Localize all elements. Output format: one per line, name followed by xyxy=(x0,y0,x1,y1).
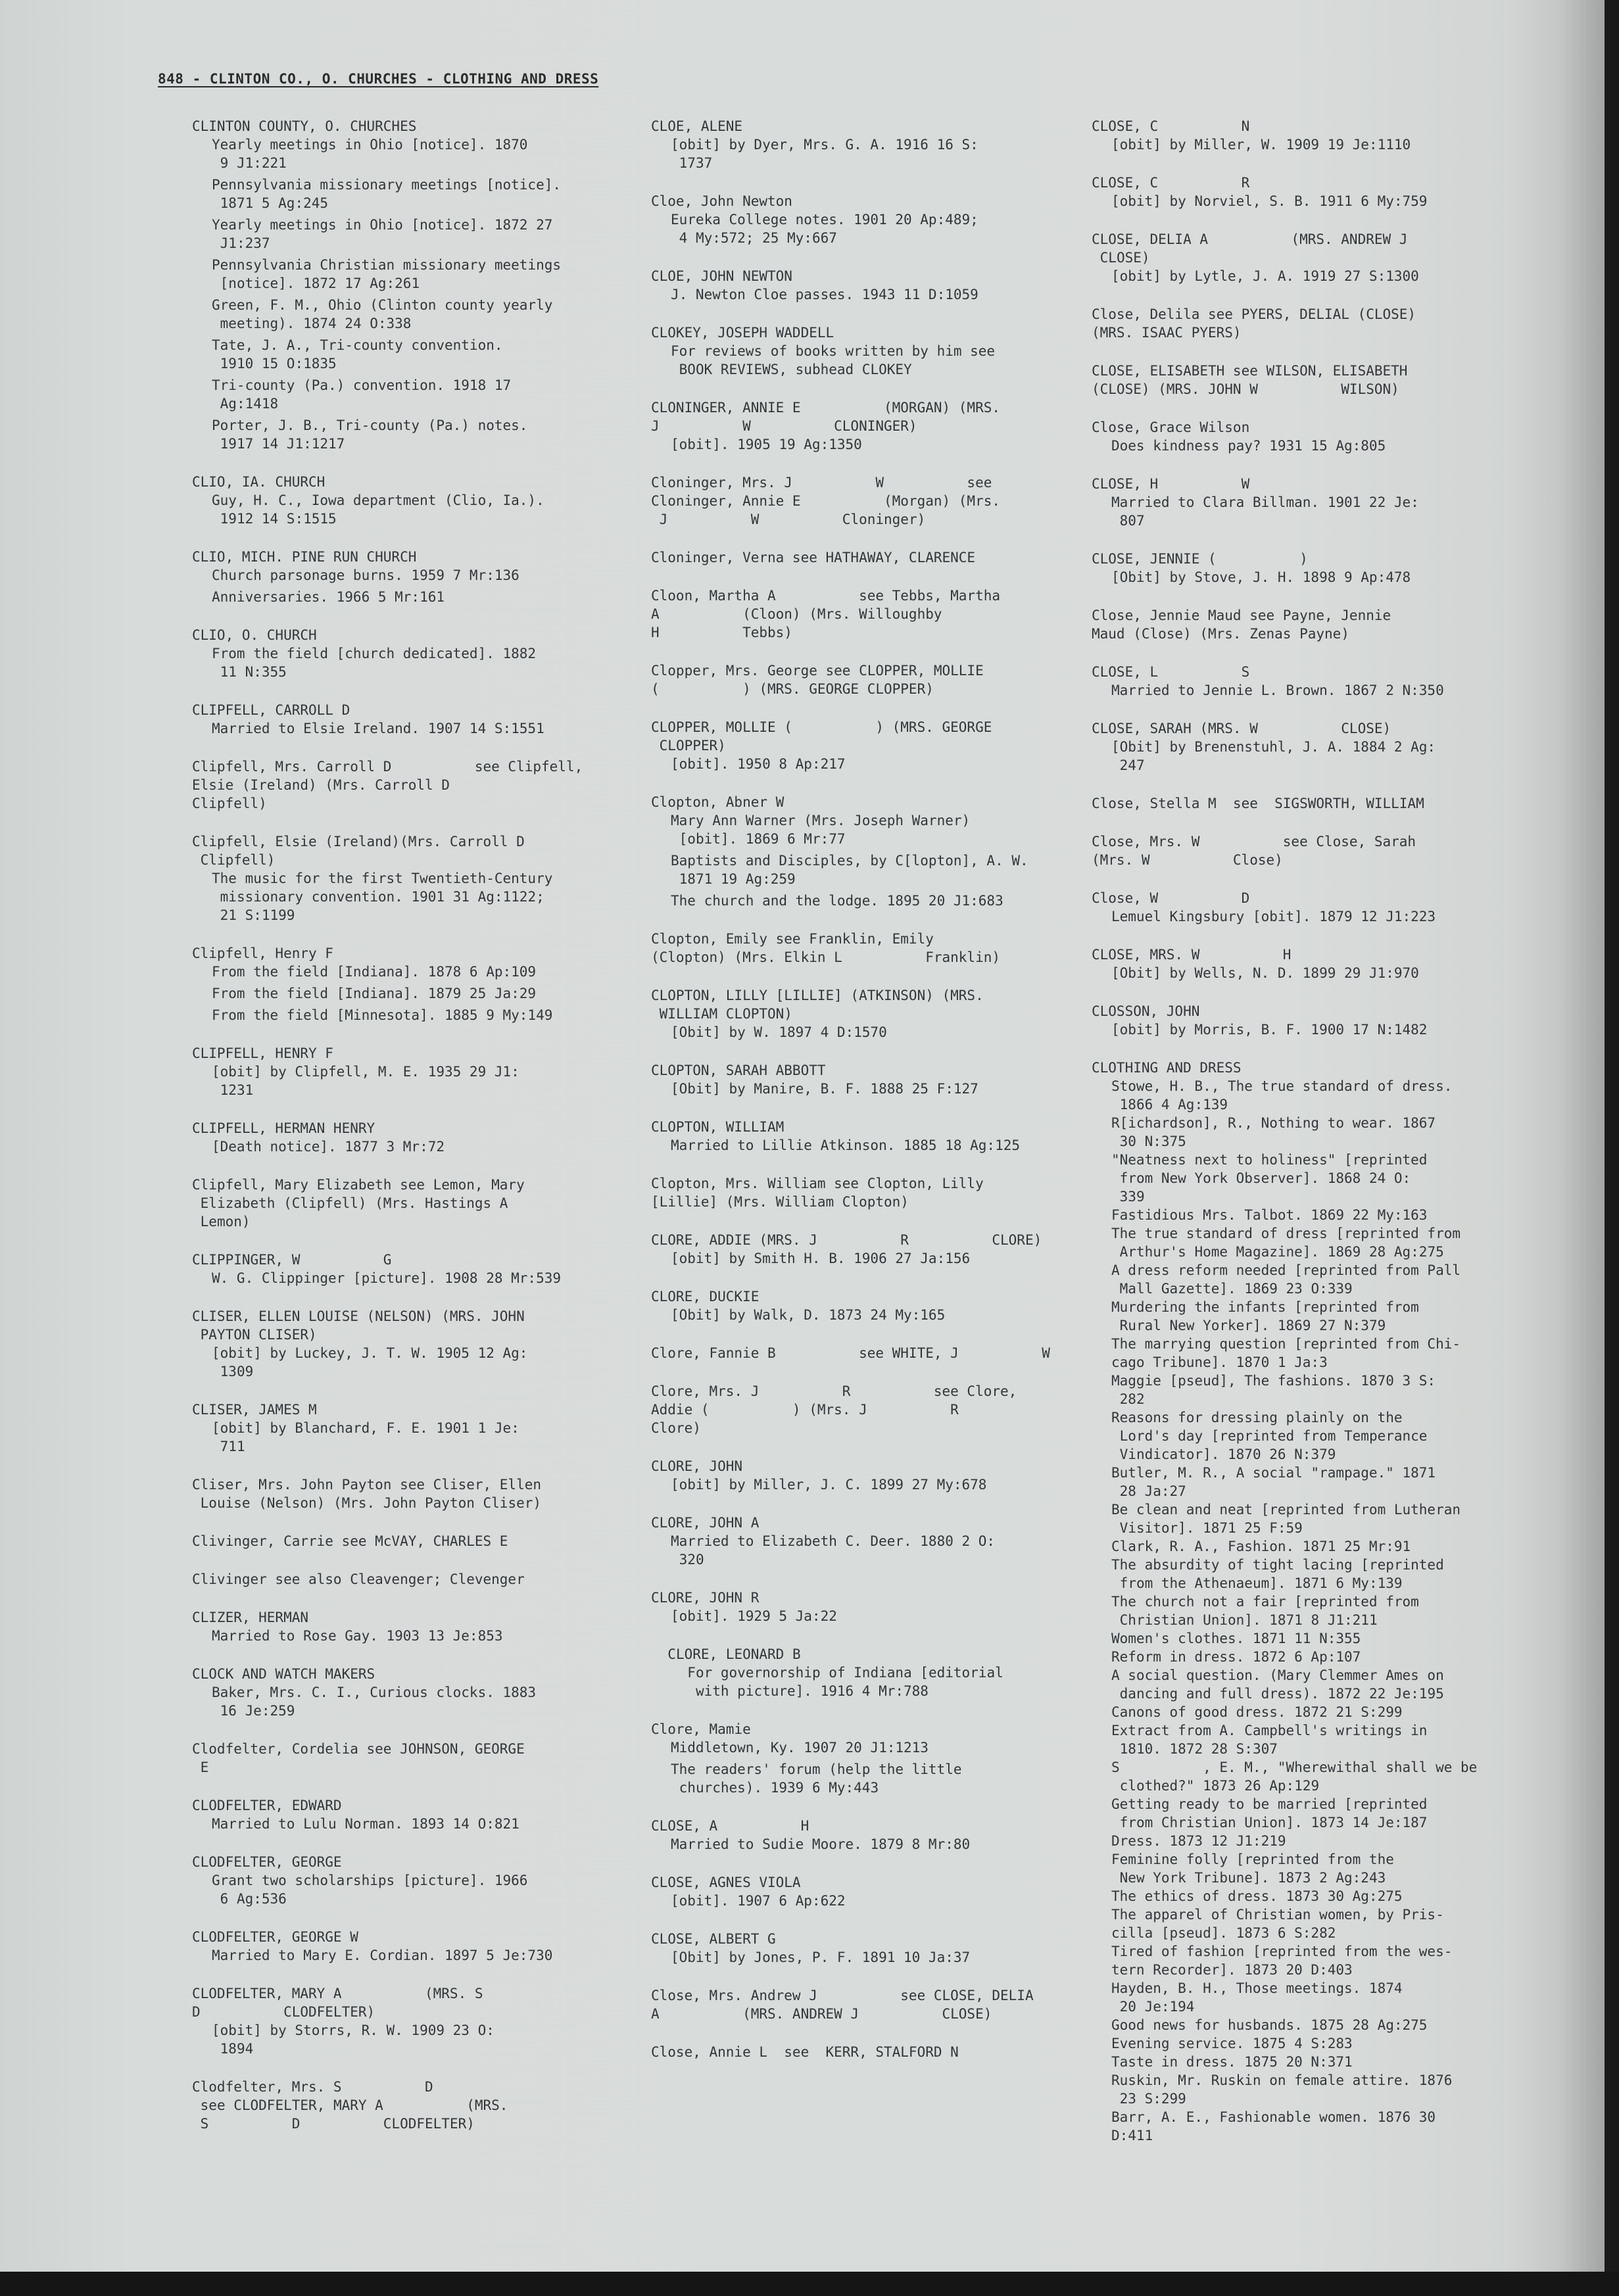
index-entry xyxy=(651,718,1098,773)
entry-citation: Yearly meetings in Ohio [notice]. 1872 27 J1:237 xyxy=(212,217,553,251)
index-entry xyxy=(192,1740,626,1777)
entry-heading: CLOSE, C R xyxy=(1092,175,1250,191)
entry-citation: [Obit] by W. 1897 4 D:1570 xyxy=(671,1024,887,1040)
index-entry xyxy=(1092,832,1526,869)
entry-citation: R[ichardson], R., Nothing to wear. 1867 30 N:375 xyxy=(1111,1115,1436,1149)
index-entry xyxy=(192,1984,626,2058)
entry-heading: CLORE, ADDIE (MRS. J R CLORE) xyxy=(651,1232,1042,1248)
entry-citation: Lemuel Kingsbury [obit]. 1879 12 J1:223 xyxy=(1111,909,1436,924)
entry-citation: Grant two scholarships [picture]. 1966 6 Ag:536 xyxy=(212,1873,528,1907)
index-entry xyxy=(651,117,1098,172)
entry-heading: CLONINGER, ANNIE E (MORGAN) (MRS. J W CLONINGER) xyxy=(651,400,1001,434)
index-entry xyxy=(192,1176,626,1231)
entry-citation: Getting ready to be married [reprinted from Christian Union]. 1873 14 Je:187 xyxy=(1111,1796,1428,1830)
entry-citation: Stowe, H. B., The true standard of dress. 1866 4 Ag:139 xyxy=(1111,1078,1453,1112)
entry-citation: Fastidious Mrs. Talbot. 1869 22 My:163 xyxy=(1111,1207,1428,1223)
index-entry xyxy=(192,701,626,738)
entry-citation: Pennsylvania missionary meetings [notice]. 1871 5 Ag:245 xyxy=(212,177,562,211)
entry-citation: [obit] by Clipfell, M. E. 1935 29 J1: 1231 xyxy=(212,1064,520,1098)
index-entry xyxy=(651,1344,1098,1362)
entry-citation: Tired of fashion [reprinted from the wes- tern Recorder]. 1873 20 D:403 xyxy=(1111,1944,1453,1978)
entry-citation: Maggie [pseud], The fashions. 1870 3 S: 282 xyxy=(1111,1373,1436,1407)
index-entry xyxy=(1092,305,1526,342)
entry-heading: Clipfell, Elsie (Ireland)(Mrs. Carroll D Clipfell) xyxy=(192,834,525,868)
page-header: 848 - CLINTON CO., O. CHURCHES - CLOTHING AND DRESS xyxy=(158,71,599,87)
entry-heading: CLIPFELL, HERMAN HENRY xyxy=(192,1120,375,1136)
index-entry xyxy=(651,1817,1098,1854)
entry-heading: CLORE, JOHN R xyxy=(651,1590,760,1606)
entry-citation: [obit] by Storrs, R. W. 1909 23 O: 1894 xyxy=(212,2022,495,2057)
entry-heading: CLODFELTER, GEORGE W xyxy=(192,1929,358,1945)
entry-citation: [obit]. 1929 5 Ja:22 xyxy=(671,1608,837,1624)
index-entry xyxy=(1092,1002,1526,1039)
entry-citation: Married to Mary E. Cordian. 1897 5 Je:730 xyxy=(212,1948,553,1963)
entry-citation: Church parsonage burns. 1959 7 Mr:136 xyxy=(212,567,520,583)
index-entry xyxy=(651,930,1098,967)
entry-citation: A social question. (Mary Clemmer Ames on dancing and full dress). 1872 22 Je:195 xyxy=(1111,1667,1444,1702)
index-entry xyxy=(651,586,1098,642)
entry-citation: [obit]. 1950 8 Ap:217 xyxy=(671,756,846,772)
index-entry xyxy=(192,944,626,1024)
entry-heading: Clore, Mamie xyxy=(651,1721,751,1737)
entry-citation: Women's clothes. 1871 11 N:355 xyxy=(1111,1631,1361,1646)
entry-citation: [Obit] by Stove, J. H. 1898 9 Ap:478 xyxy=(1111,569,1411,585)
entry-heading: CLOSE, ALBERT G xyxy=(651,1931,776,1947)
entry-heading: CLOSE, JENNIE ( ) xyxy=(1092,551,1308,567)
entry-heading: CLOE, ALENE xyxy=(651,118,743,134)
entry-citation: [Death notice]. 1877 3 Mr:72 xyxy=(212,1139,445,1155)
entry-heading: Close, Mrs. Andrew J see CLOSE, DELIA A (MRS. ANDREW J CLOSE) xyxy=(651,1988,1034,2022)
entry-citation: Green, F. M., Ohio (Clinton county yearly meeting). 1874 24 O:338 xyxy=(212,297,553,331)
index-entry xyxy=(1092,719,1526,775)
entry-citation: [Obit] by Brenenstuhl, J. A. 1884 2 Ag: 247 xyxy=(1111,739,1436,773)
index-entry xyxy=(1092,663,1526,700)
entry-heading: Cloninger, Mrs. J W see Cloninger, Annie E (Morgan) (Mrs. J W Cloninger) xyxy=(651,475,1001,527)
entry-heading: CLOE, JOHN NEWTON xyxy=(651,268,792,284)
entry-heading: Close, Annie L see KERR, STALFORD N xyxy=(651,2044,959,2060)
entry-citation: [obit] by Miller, W. 1909 19 Je:1110 xyxy=(1111,137,1411,153)
index-entry xyxy=(651,398,1098,454)
entry-citation: From the field [church dedicated]. 1882 11 N:355 xyxy=(212,646,537,680)
entry-heading: CLORE, LEONARD B xyxy=(651,1646,801,1662)
entry-citation: Baptists and Disciples, by C[lopton], A. W. 1871 19 Ag:259 xyxy=(671,853,1028,887)
entry-heading: Clopton, Abner W xyxy=(651,794,785,810)
index-entry xyxy=(1092,945,1526,982)
entry-citation: Does kindness pay? 1931 15 Ag:805 xyxy=(1111,438,1386,454)
entry-heading: Clodfelter, Cordelia see JOHNSON, GEORGE E xyxy=(192,1741,525,1775)
entry-citation: Feminine folly [reprinted from the New York Tribune]. 1873 2 Ag:243 xyxy=(1111,1852,1394,1886)
index-entry xyxy=(192,117,626,453)
entry-citation: The true standard of dress [reprinted from Arthur's Home Magazine]. 1869 28 Ag:275 xyxy=(1111,1226,1461,1260)
index-entry xyxy=(1092,889,1526,926)
entry-citation: Tri-county (Pa.) convention. 1918 17 Ag:1418 xyxy=(212,377,512,412)
entry-citation: The church and the lodge. 1895 20 J1:683 xyxy=(671,893,1003,909)
index-entry xyxy=(192,473,626,528)
entry-heading: Cloon, Martha A see Tebbs, Martha A (Cloon) (Mrs. Willoughby H Tebbs) xyxy=(651,588,1001,640)
entry-citation: [Obit] by Wells, N. D. 1899 29 J1:970 xyxy=(1111,965,1419,981)
index-entry xyxy=(651,1720,1098,1797)
entry-citation: [obit] by Dyer, Mrs. G. A. 1916 16 S: 1737 xyxy=(671,137,979,171)
entry-heading: Clopton, Emily see Franklin, Emily (Clopton) (Mrs. Elkin L Franklin) xyxy=(651,931,1001,965)
entry-heading: CLORE, DUCKIE xyxy=(651,1289,760,1304)
entry-citation: [Obit] by Walk, D. 1873 24 My:165 xyxy=(671,1307,946,1323)
entry-heading: CLOSE, AGNES VIOLA xyxy=(651,1875,801,1890)
index-entry xyxy=(1092,606,1526,643)
entry-heading: CLODFELTER, MARY A (MRS. S D CLODFELTER) xyxy=(192,1986,483,2020)
entry-citation: Canons of good dress. 1872 21 S:299 xyxy=(1111,1704,1403,1720)
entry-heading: CLOCK AND WATCH MAKERS xyxy=(192,1666,375,1682)
entry-heading: Clodfelter, Mrs. S D see CLODFELTER, MARY A (MRS. S D CLODFELTER) xyxy=(192,2079,508,2132)
entry-citation: Married to Lillie Atkinson. 1885 18 Ag:125 xyxy=(671,1137,1021,1153)
index-entry xyxy=(651,1645,1098,1700)
entry-heading: Clore, Mrs. J R see Clore, Addie ( ) (Mrs. J R Clore) xyxy=(651,1383,1017,1436)
index-entry xyxy=(192,2078,626,2133)
index-entry xyxy=(651,1514,1098,1569)
entry-citation: Baker, Mrs. C. I., Curious clocks. 1883 16 Je:259 xyxy=(212,1685,537,1719)
index-entry xyxy=(1092,550,1526,586)
index-entry xyxy=(192,1044,626,1099)
entry-heading: Close, Jennie Maud see Payne, Jennie Maud (Close) (Mrs. Zenas Payne) xyxy=(1092,608,1391,642)
entry-citation: The ethics of dress. 1873 30 Ag:275 xyxy=(1111,1888,1403,1904)
entry-citation: Murdering the infants [reprinted from Rural New Yorker]. 1869 27 N:379 xyxy=(1111,1299,1419,1333)
index-entry xyxy=(651,1986,1098,2023)
entry-citation: Clark, R. A., Fashion. 1871 25 Mr:91 xyxy=(1111,1539,1411,1554)
entry-heading: CLIPFELL, CARROLL D xyxy=(192,702,350,718)
index-entry xyxy=(192,1119,626,1156)
entry-heading: Cloe, John Newton xyxy=(651,193,792,209)
entry-heading: Clopper, Mrs. George see CLOPPER, MOLLIE ( ) (MRS. GEORGE CLOPPER) xyxy=(651,663,984,697)
entry-heading: CLOPPER, MOLLIE ( ) (MRS. GEORGE CLOPPER) xyxy=(651,719,992,753)
entry-citation: Married to Elizabeth C. Deer. 1880 2 O: 320 xyxy=(671,1533,996,1567)
entry-heading: CLOPTON, LILLY [LILLIE] (ATKINSON) (MRS. WILLIAM CLOPTON) xyxy=(651,988,984,1022)
entry-citation: [obit] by Morris, B. F. 1900 17 N:1482 xyxy=(1111,1022,1428,1038)
entry-citation: For reviews of books written by him see BOOK REVIEWS, subhead CLOKEY xyxy=(671,343,996,377)
entry-heading: CLIO, MICH. PINE RUN CHURCH xyxy=(192,549,417,565)
index-entry xyxy=(651,1457,1098,1494)
entry-heading: Close, Grace Wilson xyxy=(1092,419,1250,435)
entry-citation: Married to Elsie Ireland. 1907 14 S:1551 xyxy=(212,721,544,736)
entry-citation: The marrying question [reprinted from Chi- cago Tribune]. 1870 1 Ja:3 xyxy=(1111,1336,1461,1370)
entry-heading: CLOSE, L S xyxy=(1092,664,1250,680)
index-entry xyxy=(1092,117,1526,154)
index-entry xyxy=(1092,174,1526,210)
index-entry xyxy=(651,1174,1098,1211)
entry-citation: Reform in dress. 1872 6 Ap:107 xyxy=(1111,1649,1361,1665)
index-entry xyxy=(192,757,626,813)
entry-citation: Married to Clara Billman. 1901 22 Je: 807 xyxy=(1111,494,1419,529)
entry-citation: [obit] by Luckey, J. T. W. 1905 12 Ag: 1309 xyxy=(212,1345,528,1379)
entry-citation: The music for the first Twentieth-Century missionary convention. 1901 31 Ag:1122; 21 S:1199 xyxy=(212,871,553,923)
scan-bottom-edge xyxy=(0,2272,1619,2296)
index-entry xyxy=(651,1873,1098,1910)
entry-citation: The apparel of Christian women, by Pris- cilla [pseud]. 1873 6 S:282 xyxy=(1111,1907,1444,1941)
entry-heading: CLOPTON, WILLIAM xyxy=(651,1119,785,1135)
entry-heading: CLOSSON, JOHN xyxy=(1092,1003,1200,1019)
entry-citation: Married to Lulu Norman. 1893 14 O:821 xyxy=(212,1816,520,1832)
entry-citation: Hayden, B. H., Those meetings. 1874 20 Je:194 xyxy=(1111,1980,1403,2015)
entry-heading: Cliser, Mrs. John Payton see Cliser, Ellen Louise (Nelson) (Mrs. John Payton Cliser) xyxy=(192,1477,542,1511)
entry-citation: Extract from A. Campbell's writings in 1810. 1872 28 S:307 xyxy=(1111,1723,1428,1757)
entry-citation: S , E. M., "Wherewithal shall we be clothed?" 1873 26 Ap:129 xyxy=(1111,1759,1478,1794)
index-entry xyxy=(651,548,1098,567)
entry-heading: CLODFELTER, EDWARD xyxy=(192,1798,342,1813)
entry-heading: Clipfell, Mary Elizabeth see Lemon, Mary Elizabeth (Clipfell) (Mrs. Hastings A Lemon) xyxy=(192,1177,525,1230)
entry-heading: CLISER, ELLEN LOUISE (NELSON) (MRS. JOHN PAYTON CLISER) xyxy=(192,1308,525,1343)
entry-heading: CLISER, JAMES M xyxy=(192,1402,317,1418)
entry-heading: Clipfell, Mrs. Carroll D see Clipfell, Elsie (Ireland) (Mrs. Carroll D Clipfell) xyxy=(192,759,583,811)
entry-heading: CLORE, JOHN A xyxy=(651,1515,760,1531)
entry-citation: Guy, H. C., Iowa department (Clio, Ia.). 1912 14 S:1515 xyxy=(212,492,544,527)
index-entry xyxy=(192,626,626,681)
entry-citation: [obit]. 1907 6 Ap:622 xyxy=(671,1893,846,1909)
entry-citation: From the field [Minnesota]. 1885 9 My:149 xyxy=(212,1007,553,1023)
entry-citation: From the field [Indiana]. 1879 25 Ja:29 xyxy=(212,986,537,1001)
index-entry xyxy=(192,1475,626,1512)
entry-citation: [Obit] by Manire, B. F. 1888 25 F:127 xyxy=(671,1081,979,1097)
index-entry xyxy=(651,323,1098,379)
entry-citation: Taste in dress. 1875 20 N:371 xyxy=(1111,2054,1353,2070)
entry-heading: CLIPPINGER, W G xyxy=(192,1252,392,1268)
index-column-3 xyxy=(1092,117,1526,2164)
index-entry xyxy=(651,1382,1098,1437)
entry-citation: Ruskin, Mr. Ruskin on female attire. 1876 23 S:299 xyxy=(1111,2072,1453,2107)
index-entry xyxy=(651,267,1098,304)
entry-heading: CLOSE, H W xyxy=(1092,476,1250,492)
entry-heading: Close, W D xyxy=(1092,890,1250,906)
entry-citation: [obit]. 1905 19 Ag:1350 xyxy=(671,437,862,452)
index-entry xyxy=(651,192,1098,247)
index-column-2 xyxy=(651,117,1098,2081)
entry-heading: CLOKEY, JOSEPH WADDELL xyxy=(651,325,834,341)
index-entry xyxy=(1092,230,1526,285)
index-entry xyxy=(1092,475,1526,530)
entry-heading: CLOTHING AND DRESS xyxy=(1092,1060,1242,1076)
index-entry xyxy=(192,1608,626,1645)
entry-heading: CLOSE, ELISABETH see WILSON, ELISABETH (CLOSE) (MRS. JOHN W WILSON) xyxy=(1092,363,1408,397)
entry-heading: Clopton, Mrs. William see Clopton, Lilly [Lillie] (Mrs. William Clopton) xyxy=(651,1176,984,1210)
entry-heading: CLOSE, MRS. W H xyxy=(1092,947,1292,963)
index-entry xyxy=(192,1570,626,1589)
index-entry xyxy=(192,1665,626,1720)
entry-citation: Yearly meetings in Ohio [notice]. 1870 9 J1:221 xyxy=(212,137,528,171)
entry-heading: CLODFELTER, GEORGE xyxy=(192,1854,342,1870)
entry-citation: From the field [Indiana]. 1878 6 Ap:109 xyxy=(212,964,537,980)
entry-heading: CLOSE, SARAH (MRS. W CLOSE) xyxy=(1092,721,1391,736)
index-entry xyxy=(192,1532,626,1550)
index-entry xyxy=(651,2043,1098,2061)
entry-citation: Tate, J. A., Tri-county convention. 1910 15 O:1835 xyxy=(212,337,503,371)
index-entry xyxy=(192,1796,626,1833)
entry-heading: CLOSE, A H xyxy=(651,1818,810,1834)
index-entry xyxy=(1092,1059,1526,2145)
entry-citation: Porter, J. B., Tri-county (Pa.) notes. 1917 14 J1:1217 xyxy=(212,418,528,452)
entry-citation: Evening service. 1875 4 S:283 xyxy=(1111,2036,1353,2051)
index-entry xyxy=(192,1251,626,1287)
index-entry xyxy=(1092,362,1526,398)
entry-citation: A dress reform needed [reprinted from Pall Mall Gazette]. 1869 23 O:339 xyxy=(1111,1262,1461,1297)
entry-citation: Good news for husbands. 1875 28 Ag:275 xyxy=(1111,2017,1428,2033)
index-entry xyxy=(192,1307,626,1381)
entry-heading: Clivinger, Carrie see McVAY, CHARLES E xyxy=(192,1533,508,1549)
entry-citation: Pennsylvania Christian missionary meetings [notice]. 1872 17 Ag:261 xyxy=(212,257,562,291)
index-entry xyxy=(1092,418,1526,455)
entry-heading: CLOSE, C N xyxy=(1092,118,1250,134)
index-entry xyxy=(192,1928,626,1965)
entry-citation: [obit] by Norviel, S. B. 1911 6 My:759 xyxy=(1111,193,1428,209)
index-entry xyxy=(651,1061,1098,1098)
entry-citation: [obit] by Miller, J. C. 1899 27 My:678 xyxy=(671,1477,987,1493)
entry-citation: [obit] by Blanchard, F. E. 1901 1 Je: 711 xyxy=(212,1420,520,1454)
entry-citation: Married to Rose Gay. 1903 13 Je:853 xyxy=(212,1628,503,1644)
entry-heading: Clivinger see also Cleavenger; Clevenger xyxy=(192,1571,525,1587)
entry-citation: Married to Sudie Moore. 1879 8 Mr:80 xyxy=(671,1836,971,1852)
entry-citation: Barr, A. E., Fashionable women. 1876 30 D:411 xyxy=(1111,2109,1436,2143)
entry-heading: CLOPTON, SARAH ABBOTT xyxy=(651,1063,826,1078)
entry-citation: For governorship of Indiana [editorial with picture]. 1916 4 Mr:788 xyxy=(687,1665,1003,1699)
index-entry xyxy=(651,473,1098,529)
index-column-1 xyxy=(192,117,626,2153)
entry-heading: Clore, Fannie B see WHITE, J W xyxy=(651,1345,1050,1361)
entry-citation: [obit] by Lytle, J. A. 1919 27 S:1300 xyxy=(1111,268,1419,284)
entry-heading: CLIO, IA. CHURCH xyxy=(192,474,326,490)
index-entry xyxy=(1092,794,1526,813)
entry-heading: CLIO, O. CHURCH xyxy=(192,627,317,643)
entry-heading: Close, Delila see PYERS, DELIAL (CLOSE) (MRS. ISAAC PYERS) xyxy=(1092,306,1416,341)
index-entry xyxy=(651,1231,1098,1268)
entry-citation: Reasons for dressing plainly on the Lord's day [reprinted from Temperance Vindicator]. 1870 26 N:379 xyxy=(1111,1410,1428,1462)
entry-heading: Clipfell, Henry F xyxy=(192,945,333,961)
entry-citation: "Neatness next to holiness" [reprinted from New York Observer]. 1868 24 O: 339 xyxy=(1111,1152,1428,1205)
entry-heading: Close, Stella M see SIGSWORTH, WILLIAM xyxy=(1092,796,1424,811)
index-entry xyxy=(192,832,626,924)
entry-heading: CLIPFELL, HENRY F xyxy=(192,1045,333,1061)
index-entry xyxy=(651,1589,1098,1625)
entry-heading: CLIZER, HERMAN xyxy=(192,1610,309,1625)
entry-heading: Close, Mrs. W see Close, Sarah (Mrs. W Close) xyxy=(1092,834,1416,868)
index-entry xyxy=(651,1930,1098,1967)
index-entry xyxy=(651,986,1098,1041)
entry-citation: The readers' forum (help the little churches). 1939 6 My:443 xyxy=(671,1761,962,1796)
entry-citation: Middletown, Ky. 1907 20 J1:1213 xyxy=(671,1740,929,1756)
entry-citation: The absurdity of tight lacing [reprinted from the Athenaeum]. 1871 6 My:139 xyxy=(1111,1557,1444,1591)
index-entry xyxy=(192,1400,626,1456)
entry-citation: W. G. Clippinger [picture]. 1908 28 Mr:539 xyxy=(212,1270,562,1286)
entry-citation: Anniversaries. 1966 5 Mr:161 xyxy=(212,589,445,605)
index-entry xyxy=(192,548,626,606)
entry-citation: Eureka College notes. 1901 20 Ap:489; 4 My:572; 25 My:667 xyxy=(671,212,979,246)
entry-citation: Butler, M. R., A social "rampage." 1871 28 Ja:27 xyxy=(1111,1465,1436,1499)
entry-citation: [Obit] by Jones, P. F. 1891 10 Ja:37 xyxy=(671,1949,971,1965)
index-entry xyxy=(651,661,1098,698)
entry-citation: Mary Ann Warner (Mrs. Joseph Warner) [obit]. 1869 6 Mr:77 xyxy=(671,813,971,847)
entry-heading: CLORE, JOHN xyxy=(651,1458,743,1474)
entry-citation: Dress. 1873 12 J1:219 xyxy=(1111,1833,1286,1849)
entry-heading: Cloninger, Verna see HATHAWAY, CLARENCE xyxy=(651,550,976,565)
index-entry xyxy=(651,793,1098,910)
entry-citation: Married to Jennie L. Brown. 1867 2 N:350 xyxy=(1111,682,1444,698)
entry-citation: The church not a fair [reprinted from Christian Union]. 1871 8 J1:211 xyxy=(1111,1594,1419,1628)
entry-citation: J. Newton Cloe passes. 1943 11 D:1059 xyxy=(671,287,979,302)
index-entry xyxy=(651,1287,1098,1324)
index-entry xyxy=(651,1118,1098,1155)
entry-heading: CLINTON COUNTY, O. CHURCHES xyxy=(192,118,417,134)
index-entry xyxy=(192,1853,626,1908)
entry-heading: CLOSE, DELIA A (MRS. ANDREW J CLOSE) xyxy=(1092,231,1408,266)
entry-citation: [obit] by Smith H. B. 1906 27 Ja:156 xyxy=(671,1251,971,1266)
entry-citation: Be clean and neat [reprinted from Lutheran Visitor]. 1871 25 F:59 xyxy=(1111,1502,1461,1536)
